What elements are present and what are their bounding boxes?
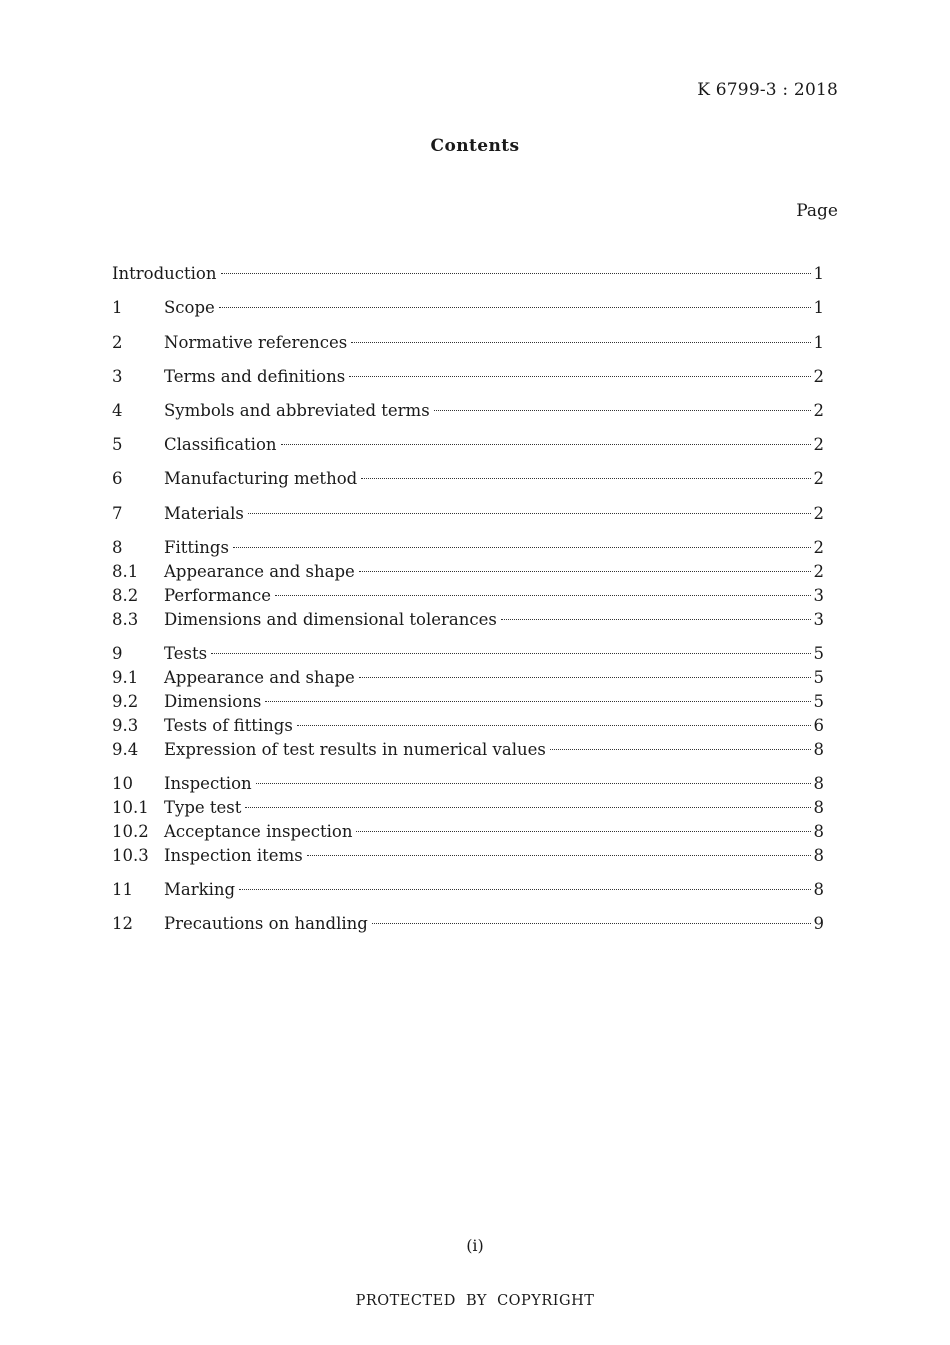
toc-entry-label: Inspection items: [164, 846, 303, 865]
toc-entry-label: Scope: [164, 298, 215, 317]
toc-entry-page: 8: [813, 880, 824, 899]
toc-entry-11[interactable]: [112, 878, 824, 902]
toc-entry-label: Tests of fittings: [164, 716, 293, 735]
toc-entry-number: 4: [112, 401, 123, 420]
toc-entry-label: Appearance and shape: [164, 562, 355, 581]
toc-entry-number: 12: [112, 914, 133, 933]
toc-entry-page: 5: [813, 668, 824, 687]
dot-leader: [248, 513, 811, 514]
toc-entry-number: 1: [112, 298, 123, 317]
toc-entry-7[interactable]: [112, 502, 824, 526]
toc-entry-number: 8.3: [112, 610, 139, 629]
toc-entry-label: Terms and definitions: [164, 367, 346, 386]
toc-entry-page: 3: [813, 586, 824, 605]
toc-entry-10-3[interactable]: [112, 844, 824, 868]
toc-entry-number: 9.3: [112, 716, 139, 735]
toc-entry-number: 10.2: [112, 822, 149, 841]
toc-entry-number: 9.1: [112, 668, 139, 687]
toc-entry-number: 3: [112, 367, 123, 386]
toc-entry-page: 1: [813, 264, 824, 283]
toc-entry-page: 5: [813, 644, 824, 663]
toc-entry-label: Dimensions and dimensional tolerances: [164, 610, 497, 629]
toc-entry-page: 2: [813, 367, 824, 386]
toc-entry-6[interactable]: [112, 467, 824, 491]
toc-entry-2[interactable]: [112, 331, 824, 355]
toc-entry-page: 2: [813, 562, 824, 581]
page-column-heading: Page: [796, 201, 838, 221]
toc-entry-page: 1: [813, 298, 824, 317]
toc-entry-page: 9: [813, 914, 824, 933]
dot-leader: [256, 783, 811, 784]
dot-leader: [361, 478, 810, 479]
toc-entry-8-1[interactable]: [112, 560, 824, 584]
toc-entry-label: Inspection: [164, 774, 252, 793]
toc-entry-label: Performance: [164, 586, 272, 605]
toc-entry-label: Materials: [164, 504, 244, 523]
toc-entry-number: 9.4: [112, 740, 139, 759]
toc-entry-9-4[interactable]: [112, 738, 824, 762]
dot-leader: [356, 831, 810, 832]
toc-entry-1[interactable]: [112, 296, 824, 320]
dot-leader: [221, 273, 811, 274]
toc-entry-number: 11: [112, 880, 133, 899]
dot-leader: [550, 749, 811, 750]
toc-entry-5[interactable]: [112, 433, 824, 457]
toc-entry-number: 10.3: [112, 846, 149, 865]
toc-entry-4[interactable]: [112, 399, 824, 423]
toc-entry-page: 2: [813, 538, 824, 557]
toc-entry-9-3[interactable]: [112, 714, 824, 738]
toc-entry-page: 2: [813, 504, 824, 523]
toc-entry-number: 10: [112, 774, 133, 793]
toc-entry-page: 2: [813, 435, 824, 454]
toc-entry-label: Type test: [164, 798, 242, 817]
toc-entry-number: 9.2: [112, 692, 139, 711]
toc-entry-label: Appearance and shape: [164, 668, 355, 687]
page-title: Contents: [430, 136, 520, 156]
toc-entry-label: Marking: [164, 880, 236, 899]
toc-entry-number: 8: [112, 538, 123, 557]
dot-leader: [434, 410, 811, 411]
dot-leader: [372, 923, 811, 924]
dot-leader: [245, 807, 810, 808]
copyright-notice: PROTECTED BY COPYRIGHT: [355, 1293, 595, 1309]
toc-entry-introduction[interactable]: [112, 262, 824, 286]
toc-entry-page: 8: [813, 798, 824, 817]
toc-entry-label: Expression of test results in numerical values: [164, 740, 546, 759]
toc-entry-page: 2: [813, 401, 824, 420]
dot-leader: [297, 725, 811, 726]
toc-entry-8-2[interactable]: [112, 584, 824, 608]
toc-entry-page: 8: [813, 774, 824, 793]
dot-leader: [349, 376, 810, 377]
toc-entry-label: Normative references: [164, 333, 348, 352]
toc-entry-page: 8: [813, 846, 824, 865]
dot-leader: [281, 444, 811, 445]
toc-entry-label: Manufacturing method: [164, 469, 358, 488]
toc-entry-number: 9: [112, 644, 123, 663]
toc-entry-page: 8: [813, 740, 824, 759]
dot-leader: [307, 855, 811, 856]
toc-entry-10-1[interactable]: [112, 796, 824, 820]
toc-entry-label: Acceptance inspection: [164, 822, 353, 841]
dot-leader: [351, 342, 810, 343]
toc-entry-page: 2: [813, 469, 824, 488]
toc-entry-page: 6: [813, 716, 824, 735]
dot-leader: [239, 889, 810, 890]
dot-leader: [359, 571, 811, 572]
page-number: (i): [466, 1236, 484, 1255]
toc-entry-label: Tests: [164, 644, 208, 663]
toc-entry-page: 8: [813, 822, 824, 841]
toc-entry-label: Classification: [164, 435, 277, 454]
toc-entry-9-1[interactable]: [112, 666, 824, 690]
toc-entry-3[interactable]: [112, 365, 824, 389]
toc-entry-page: 1: [813, 333, 824, 352]
toc-entry-label: Dimensions: [164, 692, 262, 711]
toc-entry-8[interactable]: [112, 536, 824, 560]
toc-entry-label: Introduction: [112, 264, 217, 283]
toc-entry-10-2[interactable]: [112, 820, 824, 844]
dot-leader: [233, 547, 811, 548]
toc-entry-label: Symbols and abbreviated terms: [164, 401, 430, 420]
toc-entry-label: Fittings: [164, 538, 229, 557]
toc-entry-number: 2: [112, 333, 123, 352]
dot-leader: [275, 595, 810, 596]
toc-entry-number: 6: [112, 469, 123, 488]
dot-leader: [211, 653, 810, 654]
dot-leader: [219, 307, 811, 308]
toc-entry-9-2[interactable]: [112, 690, 824, 714]
toc-entry-number: 10.1: [112, 798, 149, 817]
toc-entry-label: Precautions on handling: [164, 914, 368, 933]
toc-entry-number: 7: [112, 504, 123, 523]
toc-entry-page: 3: [813, 610, 824, 629]
toc-entry-page: 5: [813, 692, 824, 711]
dot-leader: [359, 677, 811, 678]
dot-leader: [501, 619, 811, 620]
toc-entry-12[interactable]: [112, 912, 824, 936]
toc-entry-number: 8.1: [112, 562, 139, 581]
dot-leader: [265, 701, 810, 702]
standard-number: K 6799-3 : 2018: [697, 80, 838, 100]
toc-entry-number: 5: [112, 435, 123, 454]
toc-entry-8-3[interactable]: [112, 608, 824, 632]
toc-entry-number: 8.2: [112, 586, 139, 605]
toc-entry-9[interactable]: [112, 642, 824, 666]
toc-entry-10[interactable]: [112, 772, 824, 796]
